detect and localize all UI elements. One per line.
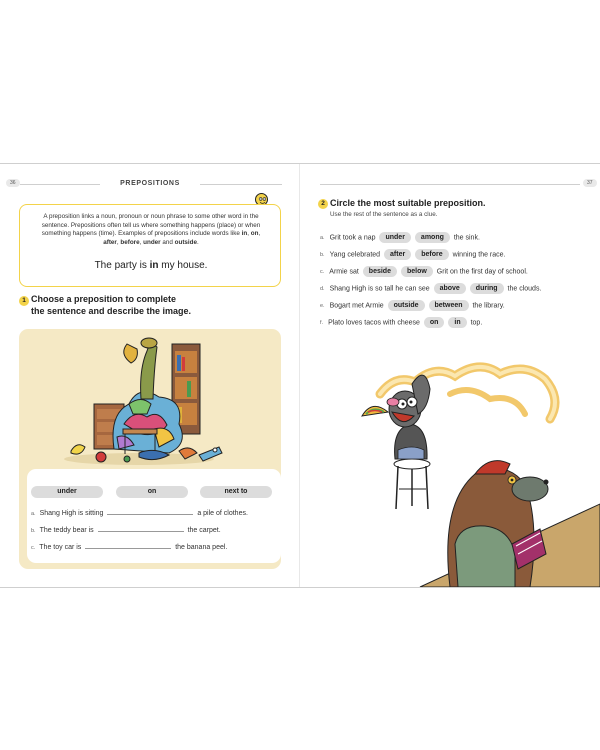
- characters-illustration: [300, 354, 600, 587]
- task-number-badge: 1: [19, 296, 29, 306]
- page-number: 37: [583, 179, 597, 187]
- option-chip[interactable]: beside: [363, 266, 397, 277]
- word-bank-chip[interactable]: on: [116, 486, 188, 498]
- answer-card: [27, 469, 281, 563]
- page-number: 36: [6, 179, 20, 187]
- fill-in-sentence: b. The teddy bear is the carpet.: [31, 527, 221, 534]
- question-line: a. Grit took a nap under among the sink.: [320, 234, 480, 242]
- option-chip[interactable]: among: [415, 232, 450, 243]
- task-subtitle: Use the rest of the sentence as a clue.: [330, 211, 438, 218]
- option-chip[interactable]: outside: [388, 300, 425, 311]
- left-page: [0, 164, 300, 587]
- book-spread: [0, 163, 600, 588]
- running-title: PREPOSITIONS: [100, 180, 200, 187]
- question-line: e. Bogart met Armie outside between the library.: [320, 302, 505, 310]
- intro-box: [19, 204, 281, 287]
- answer-blank[interactable]: [85, 548, 171, 549]
- option-chip[interactable]: under: [379, 232, 410, 243]
- question-line: d. Shang High is so tall he can see above during the clouds.: [320, 285, 542, 293]
- task-title: Choose a preposition to complete the sentence and describe the image.: [31, 294, 192, 316]
- right-page: [300, 164, 600, 587]
- intro-text: A preposition links a noun, pronoun or noun phrase to some other word in the sentence. Prepositions often tell us where something happens (place) or when something happens (time). Examples of prepositions include words like in, on, after, before, under and outside.: [41, 213, 261, 246]
- messy-room-illustration: [19, 329, 281, 469]
- fill-in-sentence: a. Shang High is sitting a pile of clothes.: [31, 510, 248, 517]
- example-sentence: The party is in my house.: [94, 260, 208, 271]
- answer-blank[interactable]: [98, 531, 184, 532]
- answer-blank[interactable]: [107, 514, 193, 515]
- option-chip[interactable]: below: [401, 266, 433, 277]
- option-chip[interactable]: between: [429, 300, 469, 311]
- question-line: f. Plato loves tacos with cheese on in top.: [320, 319, 483, 327]
- word-bank-chip[interactable]: under: [31, 486, 103, 498]
- task-number-badge: 2: [318, 199, 328, 209]
- picture-panel: [19, 329, 281, 569]
- question-line: c. Armie sat beside below Grit on the first day of school.: [320, 268, 528, 276]
- fill-in-sentence: c. The toy car is the banana peel.: [31, 544, 228, 551]
- option-chip[interactable]: above: [434, 283, 466, 294]
- question-line: b. Yang celebrated after before winning the race.: [320, 251, 506, 259]
- option-chip[interactable]: during: [470, 283, 504, 294]
- word-bank-chip[interactable]: next to: [200, 486, 272, 498]
- option-chip[interactable]: before: [415, 249, 448, 260]
- banana-peel-icon: [71, 445, 85, 454]
- option-chip[interactable]: after: [384, 249, 411, 260]
- header-rule: [320, 184, 580, 185]
- option-chip[interactable]: in: [448, 317, 466, 328]
- option-chip[interactable]: on: [424, 317, 445, 328]
- task-title: Circle the most suitable preposition.: [330, 198, 486, 208]
